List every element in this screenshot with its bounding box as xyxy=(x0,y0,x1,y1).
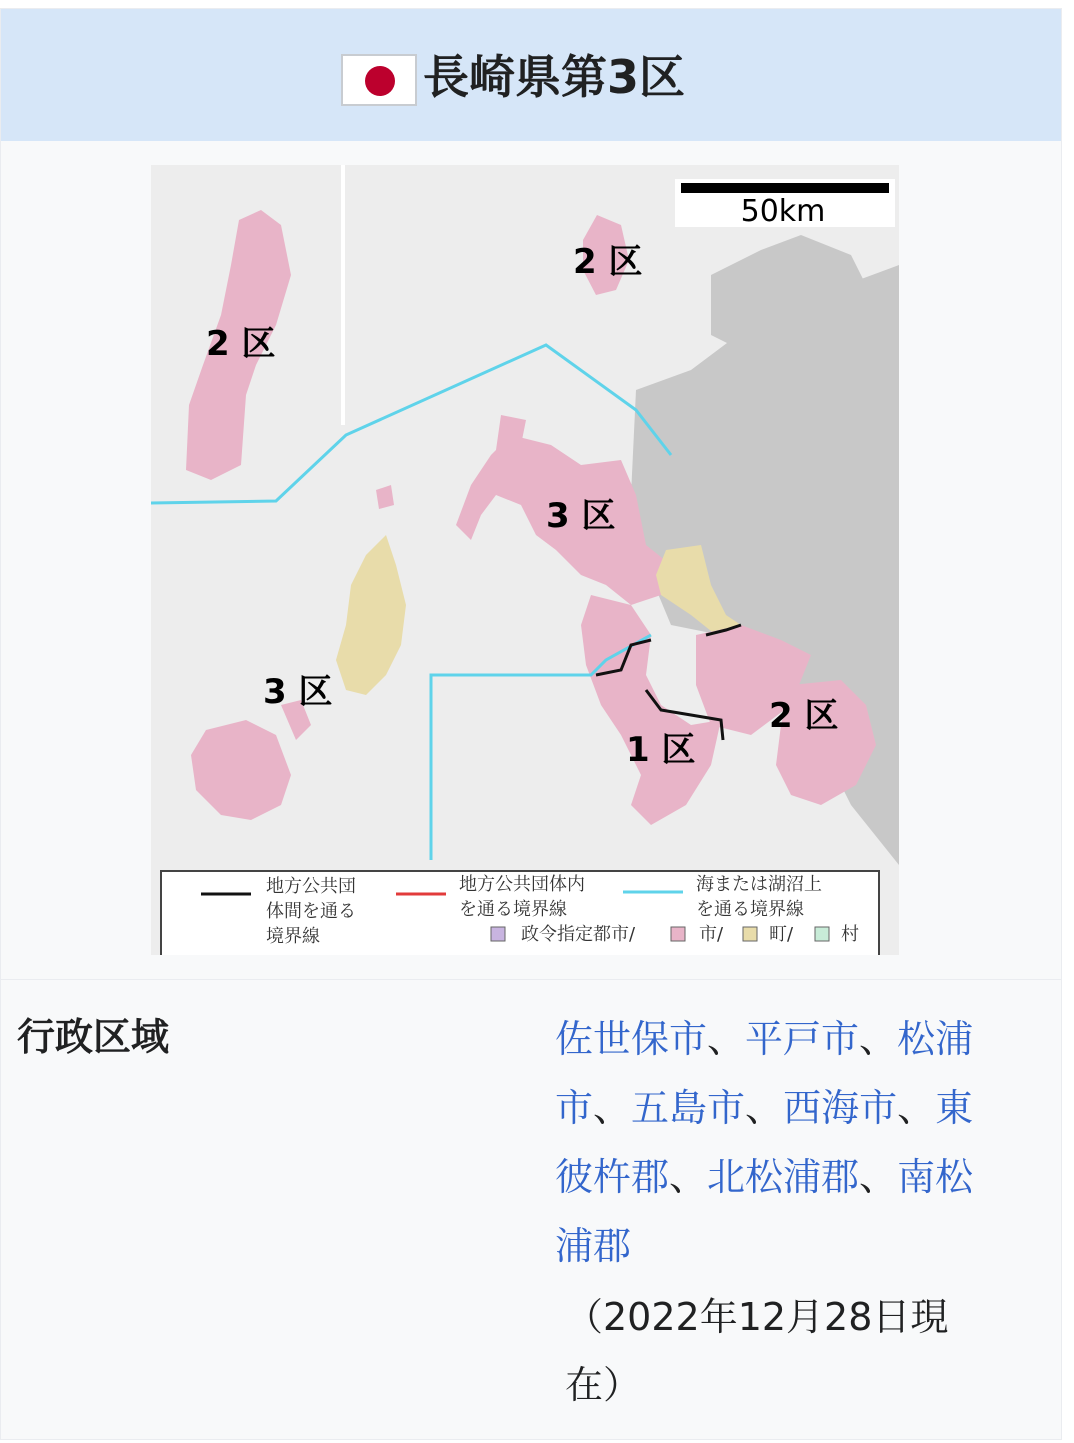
legend-red-line1: 地方公共団体内 xyxy=(459,874,585,895)
link-minamimatsuura[interactable]: 南松浦郡 xyxy=(555,1155,974,1268)
legend-red-line2: を通る境界線 xyxy=(459,899,567,920)
japan-flag-icon xyxy=(341,54,417,106)
infobox xyxy=(0,8,1062,1440)
district-label-north: 2 区 xyxy=(573,242,643,282)
district-map-svg xyxy=(151,165,899,955)
legend-black-line3: 境界線 xyxy=(266,926,320,947)
legend-type-designated: 政令指定都市/ xyxy=(521,924,636,945)
separator: 、 xyxy=(707,1017,746,1061)
district-label-nw: 2 区 xyxy=(206,324,276,364)
date-note: （2022年12月28日現在） xyxy=(565,1295,949,1407)
page-title: 長崎県第3区 xyxy=(423,50,686,104)
infobox-header xyxy=(1,9,1061,141)
legend-cyan-line2: を通る境界線 xyxy=(696,899,804,920)
link-kitamatsuura[interactable]: 北松浦郡 xyxy=(707,1155,860,1199)
legend-type-village: 村 xyxy=(841,924,859,945)
link-sasebo[interactable]: 佐世保市 xyxy=(555,1017,708,1061)
separator: 、 xyxy=(669,1155,708,1199)
legend-black-line1: 地方公共団 xyxy=(266,876,356,897)
legend-cyan-line1: 海または湖沼上 xyxy=(696,874,822,895)
link-matsuura[interactable]: 松浦市 xyxy=(555,1017,974,1130)
row-divider xyxy=(1,979,1061,980)
separator: 、 xyxy=(897,1086,936,1130)
scale-label: 50km xyxy=(740,194,826,229)
district-label-east-2: 2 区 xyxy=(769,696,839,736)
separator: 、 xyxy=(593,1086,632,1130)
link-higashisonogi[interactable]: 東彼杵郡 xyxy=(555,1086,974,1199)
district-label-south-1: 1 区 xyxy=(626,730,696,770)
separator: 、 xyxy=(745,1086,784,1130)
legend-black-line2: 体間を通る xyxy=(266,901,356,922)
separator: 、 xyxy=(859,1017,898,1061)
legend-type-town: 町/ xyxy=(769,924,794,945)
admin-area-value xyxy=(555,1005,1005,1419)
district-map[interactable] xyxy=(151,165,899,955)
separator: 、 xyxy=(859,1155,898,1199)
legend-type-city: 市/ xyxy=(699,924,724,945)
district-label-goto-3: 3 区 xyxy=(263,672,333,712)
link-hirado[interactable]: 平戸市 xyxy=(745,1017,860,1061)
link-saikai[interactable]: 西海市 xyxy=(783,1086,898,1130)
district-label-main-3: 3 区 xyxy=(546,496,616,536)
admin-area-label: 行政区域 xyxy=(17,1015,170,1059)
link-goto[interactable]: 五島市 xyxy=(631,1086,746,1130)
